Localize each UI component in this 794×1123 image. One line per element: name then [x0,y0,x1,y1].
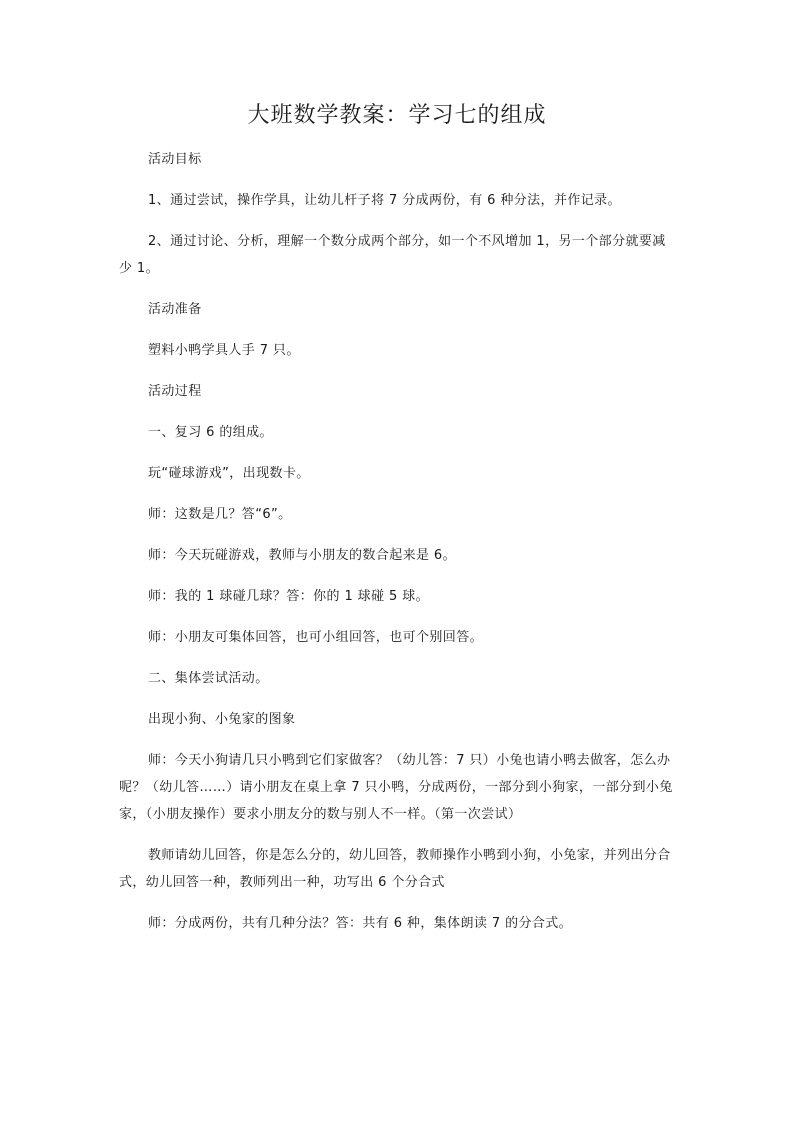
step-2-heading: 二、集体尝试活动。 [148,671,269,686]
paragraph: 师：今天玩碰游戏，教师与小朋友的数合起来是 6。 [148,548,457,563]
paragraph: 师：小朋友可集体回答，也可小组回答，也可个别回答。 [148,630,484,645]
paragraph: 师：今天小狗请几只小鸭到它们家做客？（幼儿答：7 只）小兔也请小鸭去做客，怎么办呢？（幼儿答……）请小朋友在桌上拿 7 只小鸭，分成两份，一部分到小狗家，一部分到小兔家，（小朋友操作）要求小朋友分的数与别人不一样。（第一次尝试） [119,753,673,822]
paragraph: 师：这数是几？答“6”。 [148,507,292,522]
paragraph: 教师请幼儿回答，你是怎么分的，幼儿回答，教师操作小鸭到小狗，小兔家，并列出分合式，幼儿回答一种，教师列出一种，功写出 6 个分合式 [119,848,671,890]
document-body [119,146,679,937]
section-heading-preparation: 活动准备 [148,302,202,317]
document-title: 大班数学教案：学习七的组成 [247,103,547,128]
paragraph: 玩“碰球游戏”，出现数卡。 [148,466,310,481]
objective-2: 2、通过讨论、分析，理解一个数分成两个部分，如一个不风增加 1，另一个部分就要减少 1。 [119,234,666,276]
section-heading-objectives: 活动目标 [148,152,202,167]
paragraph: 师：我的 1 球碰几球？答：你的 1 球碰 5 球。 [148,589,430,604]
step-1-heading: 一、复习 6 的组成。 [148,425,273,440]
paragraph: 出现小狗、小兔家的图象 [148,712,296,727]
objective-1: 1、通过尝试，操作学具，让幼儿杆子将 7 分成两份，有 6 种分法，并作记录。 [148,193,621,208]
section-heading-process: 活动过程 [148,384,202,399]
paragraph: 师：分成两份，共有几种分法？答：共有 6 种，集体朗读 7 的分合式。 [148,916,573,931]
preparation-text: 塑料小鸭学具人手 7 只。 [148,343,300,358]
